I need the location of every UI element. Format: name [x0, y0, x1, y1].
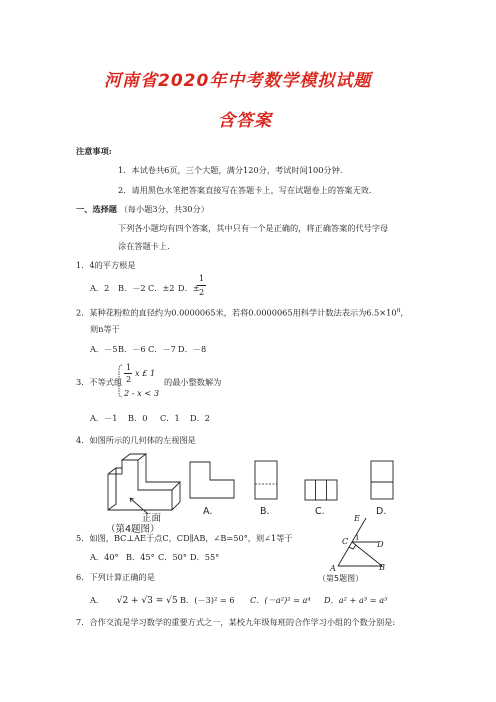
q2-option-c: C．－7 [148, 344, 176, 354]
q2-option-b: B．－6 [118, 344, 146, 354]
q1-option-d: D．± [178, 283, 200, 293]
q5-option-a: A．40° [90, 552, 119, 562]
section-desc-2: 涂在答题卡上. [118, 241, 170, 251]
q5-point-d: D [377, 539, 384, 549]
q4-choice-a-figure [188, 460, 236, 500]
page-subtitle: 含答案 [218, 111, 272, 131]
section-title: 一、选择题 [76, 204, 117, 214]
q3-brace [118, 364, 123, 398]
q3-option-a: A．－1 [90, 413, 118, 423]
q5-stem: 5．如图，BC⊥AE于点C，CD∥AB，∠B=50°，则∠1等于 [76, 533, 293, 543]
q5-option-b: B．45° [126, 552, 155, 562]
q3-frac-num: 1 [126, 362, 132, 372]
q5-point-e: E [354, 513, 360, 523]
q1-option-c: C．±2 [148, 283, 175, 293]
q5-point-a: A [330, 563, 336, 573]
q4-choice-a-label: A. [203, 506, 213, 517]
q3-stem: 3．不等式组 [76, 377, 123, 387]
q5-point-b: B [379, 562, 386, 572]
q5-angle-1: 1 [355, 534, 360, 542]
q4-stem: 4．如图所示的几何体的左视图是 [76, 435, 196, 445]
q2-option-d: D．－8 [178, 344, 207, 354]
q4-choice-d-label: D. [376, 506, 387, 517]
q3-line1: x £ 1 [135, 368, 156, 378]
notice-heading: 注意事项: [76, 146, 112, 156]
q4-caption: （第4题图） [106, 524, 160, 535]
q4-choice-b-label: B. [260, 506, 270, 517]
section-points: （每小题3分，共30分） [119, 204, 209, 214]
section-heading [76, 204, 209, 214]
q5-option-d: D．55° [190, 552, 220, 562]
q5-caption: （第5题图） [318, 574, 364, 583]
notice-item-2: 2．请用黑色水笔把答案直接写在答题卡上，写在试题卷上的答案无效. [118, 185, 372, 195]
q6-option-a-expr: √2 + √3 = √5 [116, 596, 178, 606]
q4-choice-d-figure [370, 460, 394, 500]
q4-front-label: 正面 [142, 513, 162, 524]
q4-choice-b-figure [254, 460, 278, 500]
q3-stem-end: 的最小整数解为 [164, 377, 222, 387]
q1-frac-den: 2 [199, 287, 205, 297]
q6-option-a-label: A． [90, 595, 105, 605]
q6-option-c: C．(－a²)² = a⁴ [250, 595, 311, 605]
q3-option-c: C．1 [160, 413, 180, 423]
q4-choice-c-label: C. [315, 506, 325, 517]
q6-stem: 6．下列计算正确的是 [76, 572, 155, 582]
q1-option-b: B．－2 [118, 283, 146, 293]
q6-option-a [90, 595, 178, 606]
q7-stem: 7．合作交流是学习数学的重要方式之一，某校九年级每班的合作学习小组的个数分别是: [76, 617, 396, 627]
q1-stem: 1．4的平方根是 [76, 260, 136, 270]
q1-option-a: A．2 [90, 283, 110, 293]
q2-stem-line2: 则n等于 [90, 324, 120, 334]
q3-option-b: B．0 [128, 413, 148, 423]
page-title: 河南省2020年中考数学模拟试题 [104, 71, 372, 91]
q5-point-c: C [342, 536, 349, 546]
q2-stem-line1 [76, 306, 403, 318]
q4-choice-c-figure [304, 479, 338, 501]
q2-stem-end: , [400, 307, 404, 318]
q3-frac-den: 2 [126, 374, 132, 384]
notice-item-1: 1．本试卷共6页，三个大题，满分120分，考试时间100分钟. [118, 165, 343, 175]
q2-option-a: A．－5 [90, 344, 118, 354]
q6-option-d: D．a² + a³ = a⁵ [324, 595, 388, 605]
q2-stem-text: 2．某种花粉粒的直径约为0.0000065米，若将0.0000065用科学计数法表示为6.5×10 [76, 307, 397, 318]
q5-option-c: C．50° [158, 552, 187, 562]
q3-line2: 2 - x < 3 [124, 388, 160, 398]
q3-option-d: D．2 [190, 413, 210, 423]
q6-option-b: B．(－3)² = 6 [180, 595, 235, 605]
section-desc-1: 下列各小题均有四个答案，其中只有一个是正确的，将正确答案的代号字母 [118, 223, 389, 233]
q1-frac-num: 1 [199, 273, 205, 283]
q1-frac-bar [197, 285, 206, 286]
q2-exponent: n [396, 307, 401, 314]
